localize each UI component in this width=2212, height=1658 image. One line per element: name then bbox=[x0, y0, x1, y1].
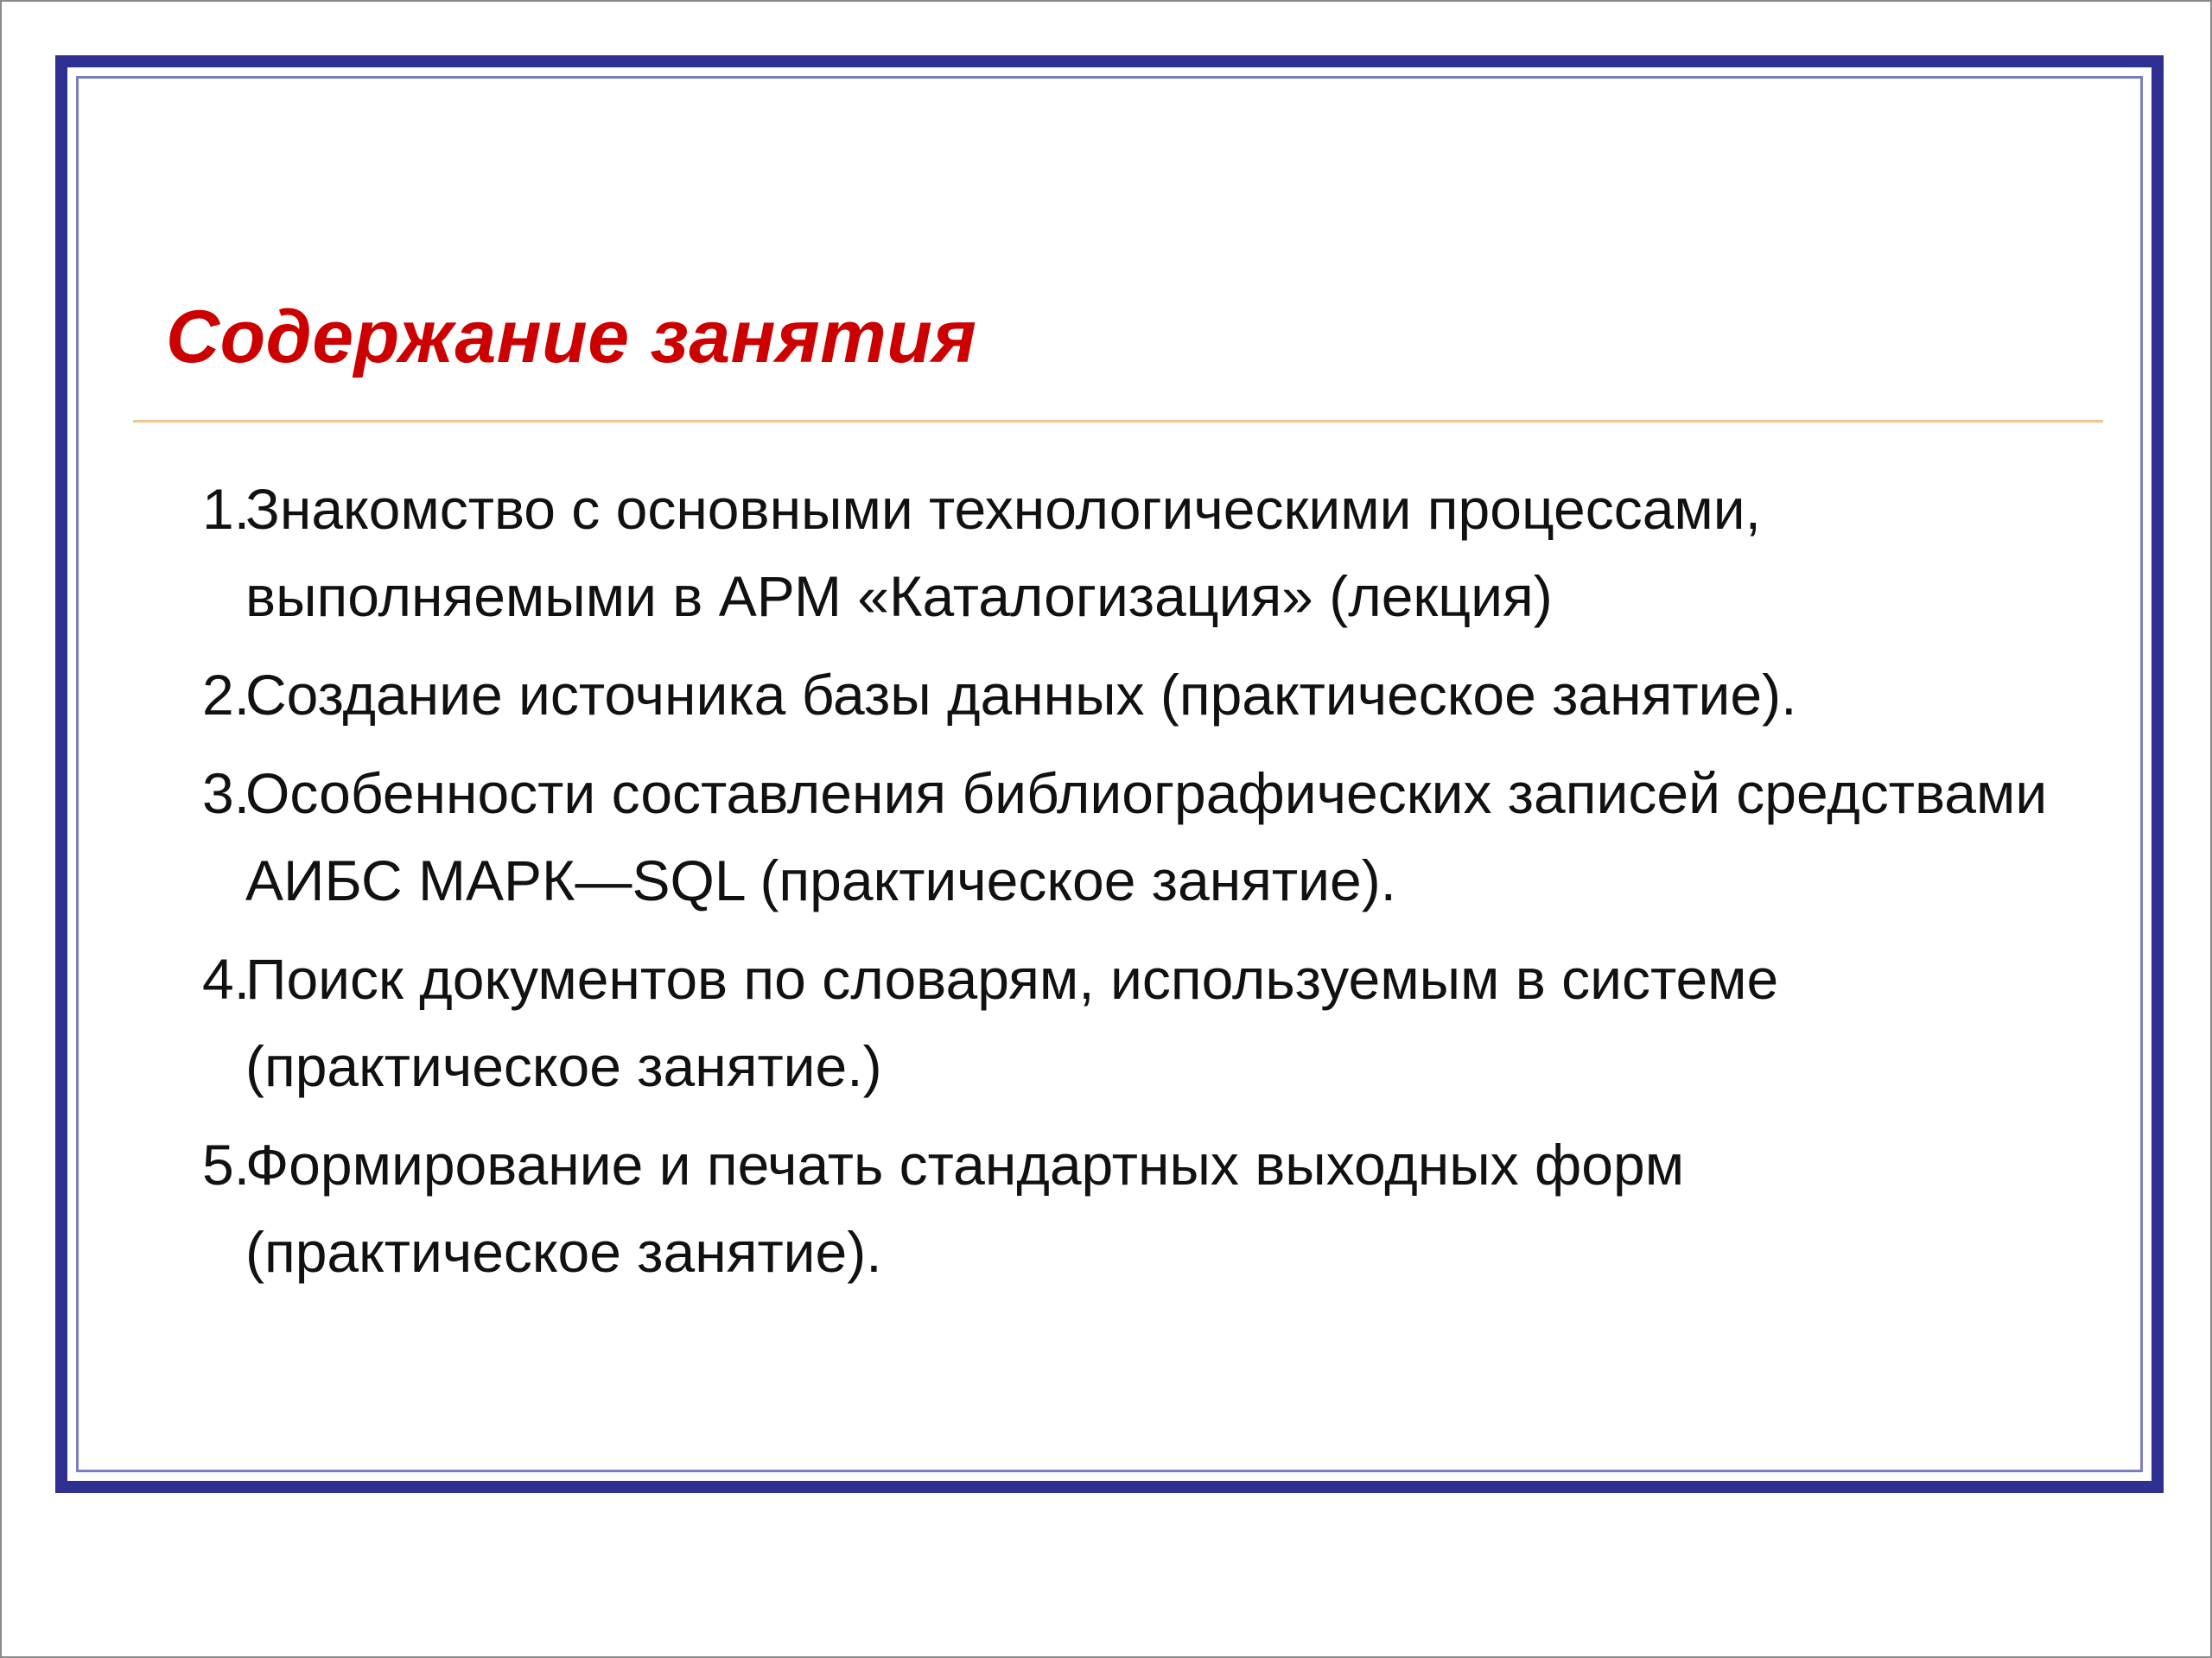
agenda-item-text: Создание источника базы данных (практическое занятие). bbox=[245, 663, 1797, 727]
agenda-item-text: Поиск документов по словарям, используемым в системе (практическое занятие.) bbox=[245, 947, 1779, 1098]
agenda-item-2 bbox=[202, 651, 2051, 739]
agenda-item-1 bbox=[202, 466, 2051, 640]
agenda-item-text: Особенности составления библиографических записей средствами АИБС МАРК—SQL (практическое занятие). bbox=[245, 761, 2048, 912]
agenda-list bbox=[202, 466, 2051, 1307]
agenda-item-text: Формирование и печать стандартных выходных форм (практическое занятие). bbox=[245, 1133, 1685, 1284]
agenda-item-3 bbox=[202, 750, 2051, 924]
agenda-item-5 bbox=[202, 1121, 2051, 1296]
agenda-item-number: 2. bbox=[202, 663, 251, 727]
title-divider bbox=[133, 420, 2103, 422]
agenda-item-number: 5. bbox=[202, 1133, 251, 1197]
agenda-item-number: 4. bbox=[202, 947, 251, 1011]
agenda-item-4 bbox=[202, 936, 2051, 1110]
agenda-item-number: 1. bbox=[202, 477, 251, 541]
agenda-item-text: Знакомство с основными технологическими процессами, выполняемыми в АРМ «Каталогизация» (лекция) bbox=[245, 477, 1761, 628]
slide-title: Содержание занятия bbox=[166, 295, 977, 378]
agenda-item-number: 3. bbox=[202, 761, 251, 825]
